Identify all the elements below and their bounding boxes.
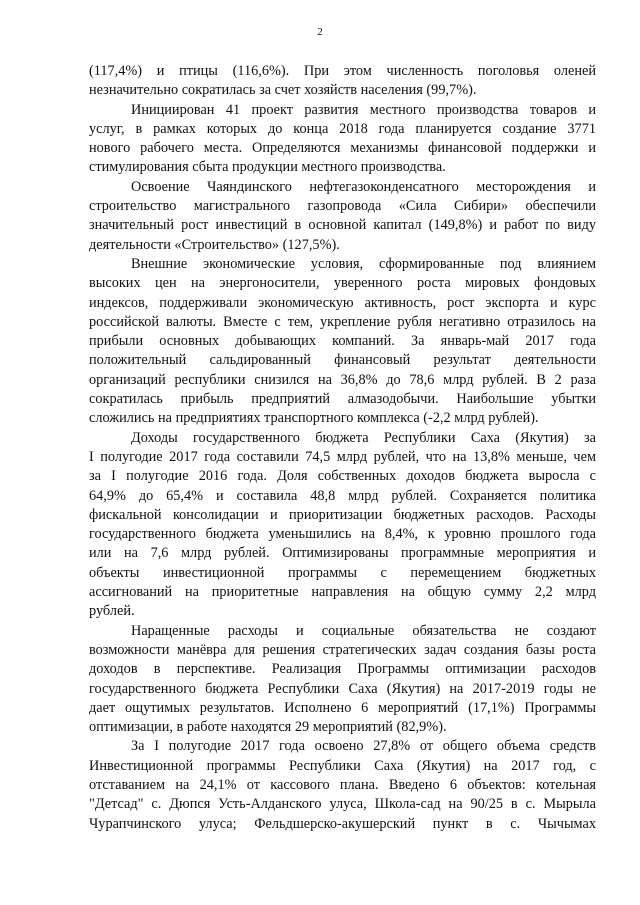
text-line: стимулирования сбыта продукции местного производства. (89, 159, 446, 176)
paragraph-investment-program (89, 737, 596, 833)
paragraph-investment (89, 178, 596, 255)
text-line: Чурапчинского улуса; Фельдшерско-акушерский пункт в с. Чычымах (89, 815, 596, 832)
text-line: незначительно сократилась за счет хозяйств населения (99,7%). (89, 82, 477, 99)
text-line: высоких цен на энергоносители, уверенного роста мировых фондовых (89, 275, 596, 292)
text-line: Инвестиционной программы Республики Саха (Якутия) на 2017 год, с (89, 757, 596, 774)
text-line: услуг, в рамках которых до конца 2018 года планируется создание 3771 (89, 120, 596, 137)
text-line: возможности манёвра для решения стратегических задач создания базы роста (89, 641, 596, 658)
text-line: прибыли основных добывающих компаний. За январь-май 2017 года (89, 333, 596, 350)
text-line: (117,4%) и птицы (116,6%). При этом численность поголовья оленей (89, 63, 596, 79)
text-line: объекты инвестиционной программы с перемещением бюджетных (89, 564, 596, 581)
page-number: 2 (317, 26, 323, 38)
text-line: фискальной консолидации и приоритизации бюджетных расходов. Расходы (89, 506, 596, 523)
paragraph-local-production (89, 101, 596, 178)
text-line: российской валюты. Вместе с тем, укрепление рубля негативно отразилось на (89, 313, 596, 330)
text-line: индексов, поддерживали экономическую активность, рост экспорта и курс (89, 294, 596, 311)
text-line: строительство магистрального газопровода «Сила Сибири» обеспечили (89, 198, 596, 215)
text-line: Инициирован 41 проект развития местного производства товаров и (131, 101, 596, 118)
text-line: Доходы государственного бюджета Республики Саха (Якутия) за (131, 429, 596, 446)
text-line: Внешние экономические условия, сформированные под влиянием (131, 255, 596, 272)
text-line: организаций республики снизился на 36,8% до 78,6 млрд рублей. В 2 раза (89, 371, 596, 388)
text-line: положительный сальдированный финансовый результат деятельности (89, 352, 596, 369)
text-line: Наращенные расходы и социальные обязательства не создают (131, 622, 596, 639)
text-line: "Детсад" с. Дюпся Усть-Алданского улуса, Школа-сад на 90/25 в с. Мырыла (89, 796, 596, 813)
text-line: за I полугодие 2016 года. Доля собственных доходов бюджета выросла с (89, 468, 596, 485)
paragraph-expenses-optimization (89, 622, 596, 738)
text-line: За I полугодие 2017 года освоено 27,8% от общего объема средств (131, 738, 596, 755)
text-line: Освоение Чаяндинского нефтегазоконденсатного месторождения и (131, 178, 596, 195)
text-line: I полугодие 2017 года составили 74,5 млрд рублей, что на 13,8% меньше, чем (89, 448, 596, 465)
text-line: государственного бюджета Республики Саха (Якутия) на 2017-2019 годы не (89, 680, 596, 697)
paragraph-livestock (89, 62, 596, 101)
text-line: значительный рост инвестиций в основной капитал (149,8%) и работ по виду (89, 217, 596, 234)
text-line: ассигнований на приоритетные направления на общую сумму 2,2 млрд (89, 584, 596, 601)
text-line: оптимизации, в работе находятся 29 мероприятий (82,9%). (89, 719, 447, 736)
text-line: нового рабочего места. Определяются механизмы финансовой поддержки и (89, 140, 596, 157)
text-line: деятельности «Строительство» (127,5%). (89, 236, 340, 253)
text-line: государственного бюджета уменьшились на 8,4%, к уровню прошлого года (89, 526, 596, 543)
text-line: рублей. (89, 603, 135, 620)
paragraph-budget-revenue (89, 429, 596, 622)
text-line: дает ощутимых результатов. Исполнено 6 мероприятий (17,1%) Программы (89, 699, 596, 716)
text-line: или на 7,6 млрд рублей. Оптимизированы программные мероприятия и (89, 545, 596, 562)
text-line: отставанием на 24,1% от кассового плана. Введено 6 объектов: котельная (89, 776, 596, 793)
paragraph-external-conditions (89, 255, 596, 429)
text-line: сократилась прибыль предприятий алмазодобычи. Наибольшие убытки (89, 391, 596, 408)
text-line: 64,9% до 65,4% и составила 48,8 млрд рублей. Сохраняется политика (89, 487, 596, 504)
text-line: доходов в перспективе. Реализация Программы оптимизации расходов (89, 661, 596, 678)
document-body (89, 62, 596, 834)
text-line: сложились на предприятиях транспортного комплекса (-2,2 млрд рублей). (89, 410, 539, 427)
